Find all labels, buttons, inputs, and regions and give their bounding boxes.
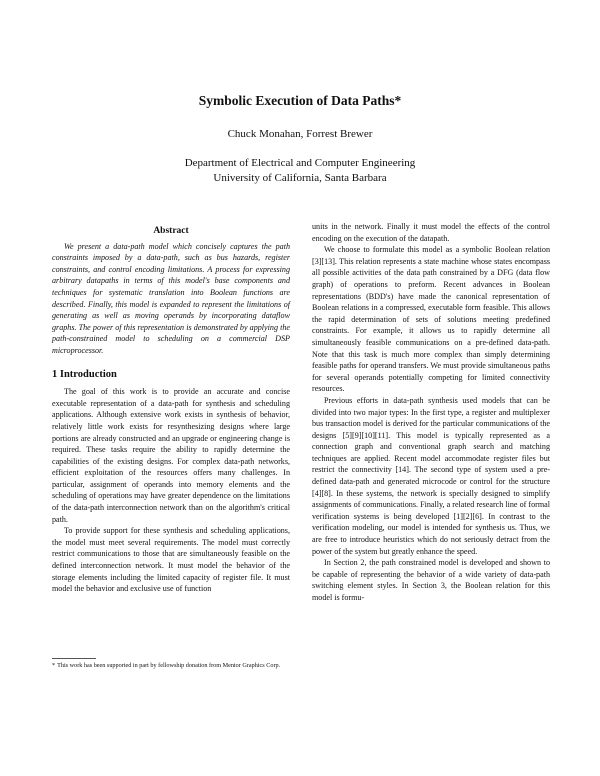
affiliation-university: University of California, Santa Barbara bbox=[213, 172, 387, 184]
abstract-heading: Abstract bbox=[153, 226, 189, 236]
left-column bbox=[52, 226, 290, 595]
right-paragraph-2: We choose to formulate this model as a symbolic Boolean relation [3][13]. This relation represents a state machine whose states encompass all possible activities of the data path constrained by a DFG (data flow graph) of operations to preform. Recent advances in Boolean representations (BDD's) have made the canonical representation of Boolean relations in a compressed, executable form feasible. This allows the rapid determination of sets of solutions meeting predefined constraints. For example, it allows us to rapidly determine all simultaneously feasible communications on a pre-defined data-path. Note that this task is much more complex than simply determining feasible paths for operand transfers. We must provide simultaneous paths for several operands potentially competing for limited connectivity resources. bbox=[312, 245, 550, 394]
paper-title: Symbolic Execution of Data Paths* bbox=[198, 93, 402, 108]
footnote-rule bbox=[52, 658, 96, 659]
section-heading-introduction: 1 Introduction bbox=[52, 368, 117, 380]
footnote-mark: * bbox=[52, 662, 56, 669]
right-paragraph-3: Previous efforts in data-path synthesis used models that can be divided into two major types: In the first type, a register and multiplexer bus transaction model is derived for the particular communications of the designs [5][9][10][11]. This model is typically represented as a connection graph and conventional graph search and matching techniques are applied. Recent model accommodate register files but restrict the connectivity [14]. The second type of system used a pre-defined data-path and generated microcode or control for the structure [4][8]. In these systems, the network is specially designed to simplify assignments of communications. Finally, a related research line of formal verification systems is being developed [1][2][6]. In contrast to the verification modeling, our model is intended for synthesis us. Thus, we are free to introduce heuristics which do not seriously detract from the power of the system but greatly enhance the speed. bbox=[312, 395, 550, 556]
affiliation-department: Department of Electrical and Computer Engineering bbox=[184, 157, 416, 169]
footnote-text: This work has been supported in part by fellowship donation from Mentor Graphics Corp. bbox=[57, 662, 281, 669]
right-column bbox=[312, 221, 550, 604]
abstract-text: We present a data-path model which concisely captures the path constraints imposed by a data-path, such as bus hazards, register constraints, and control encoding limitations. A process for expressing arbitrary datapaths in terms of this model's base components and techniques for systematic translation into Boolean functions are described. Finally, this model is expanded to represent the limitations of generating as well as moving operands by incorporating dataflow graphs. The power of this representation is demonstrated by applying the path-constrained model to scheduling on a commercial DSP microprocessor. bbox=[52, 241, 290, 355]
footnote bbox=[52, 662, 290, 671]
affiliation bbox=[0, 156, 600, 186]
intro-paragraph-1: The goal of this work is to provide an accurate and concise executable representation of a data-path for synthesis and scheduling applications. Although extensive work exists in synthesis of behavior, relatively little work exists for resynthesizing designs where large portions are already constructed and an upgrade or engineering change is required. These tasks require the ability to rapidly determine the capabilities of the existing designs. For complex data-path networks, efficient exploitation of the resources offers many challenges. In particular, assignment of operands into memory elements and the scheduling of operations may have greater dependence on the limitations of the data-path interconnection network than on the algorithm's critical path. bbox=[52, 387, 290, 524]
right-paragraph-4: In Section 2, the path constrained model is developed and shown to be capable of representing the behavior of a wide variety of data-path switching element styles. In Section 3, the Boolean relation for this model is formu- bbox=[312, 558, 550, 602]
paper-authors: Chuck Monahan, Forrest Brewer bbox=[227, 128, 373, 140]
intro-paragraph-2: To provide support for these synthesis and scheduling applications, the model must meet several requirements. The model must correctly restrict communications to those that are simultaneously feasible on the defined interconnection network. It must model the behavior of the storage elements including the limited capacity of register file. It must model the behavior and exclusive use of function bbox=[52, 526, 290, 594]
right-paragraph-1: units in the network. Finally it must model the effects of the control encoding on the execution of the datapath. bbox=[312, 222, 550, 243]
